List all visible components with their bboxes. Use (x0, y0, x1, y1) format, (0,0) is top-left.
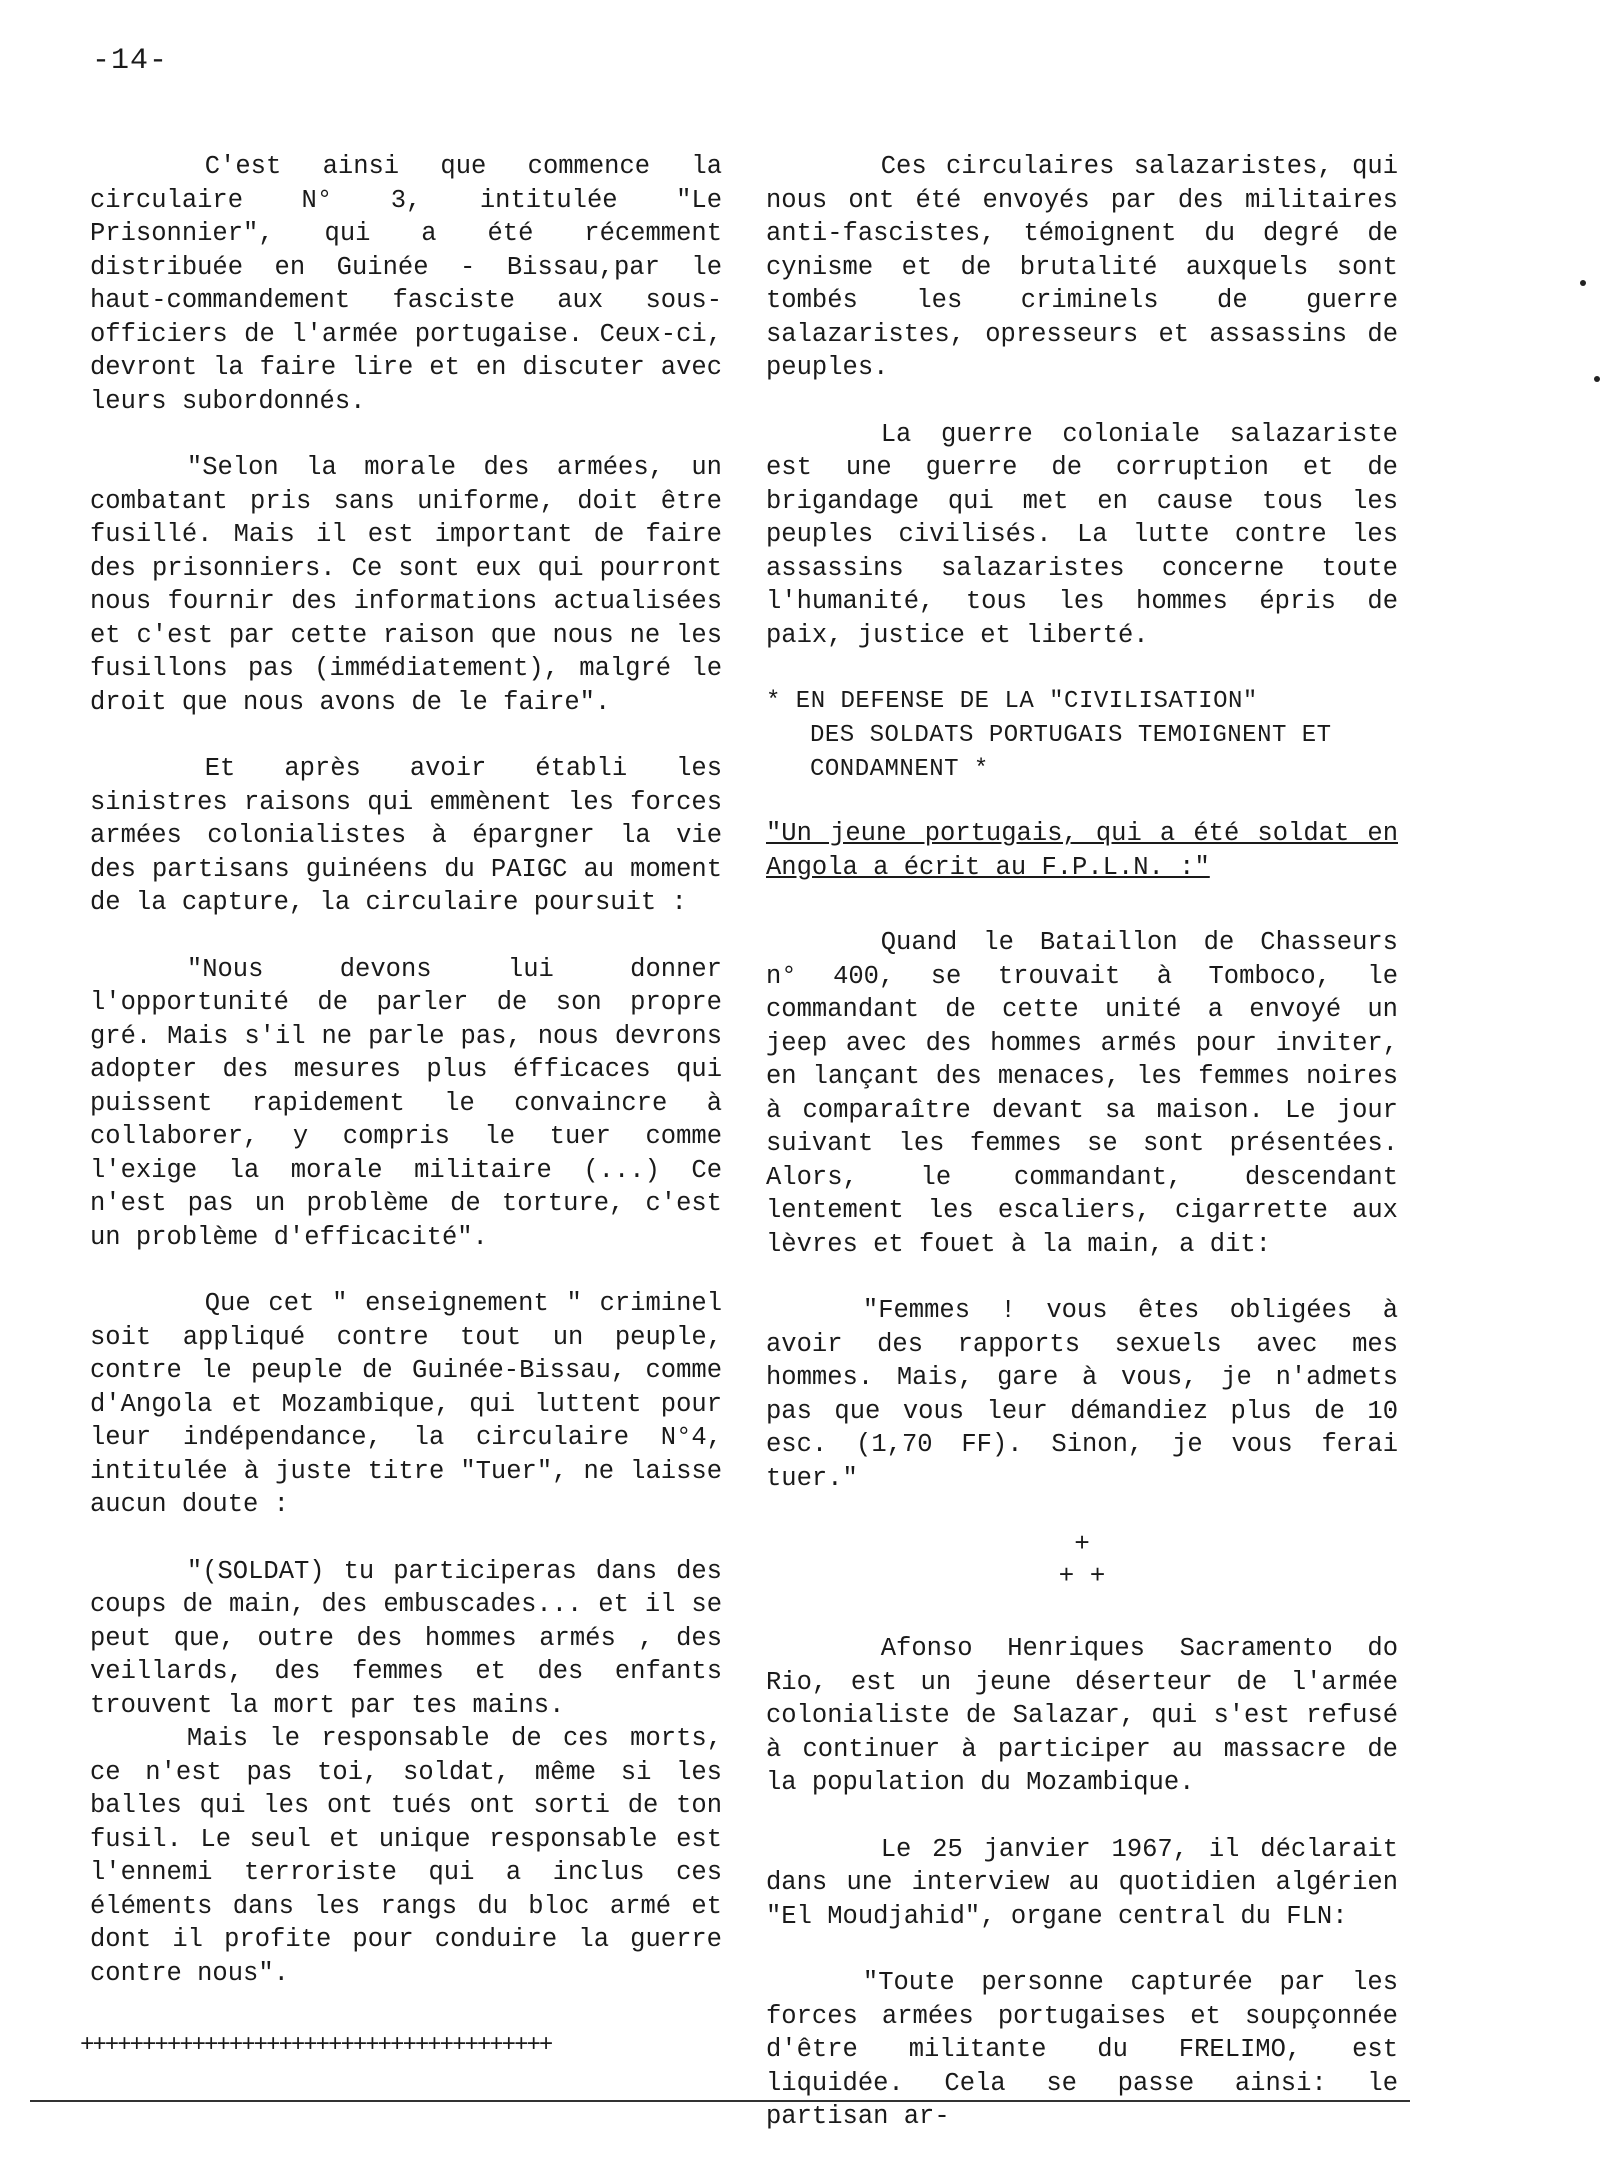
quote-responsable: Mais le responsable de ces morts, ce n'est pas toi, soldat, même si les balles qui les ont tués ont sorti de ton fusil. Le seul et unique responsable est l'ennemi terroriste qui a inclus ces éléments dans les rangs du bloc armé et dont il profite pour conduire la guerre contre nous". (90, 1724, 722, 1988)
left-column (90, 150, 722, 2023)
paragraph-afonso: Afonso Henriques Sacramento do Rio, est un jeune déserteur de l'armée colonialiste de Salazar, qui s'est refusé à continuer à participer au massacre de la population du Mozambique. (766, 1634, 1398, 1797)
cross-top: + (1074, 1529, 1090, 1559)
section-subtitle: "Un jeune portugais, qui a été soldat en Angola a écrit au F.P.L.N. :" (766, 819, 1398, 882)
quote-circular-3: "Selon la morale des armées, un combatant pris sans uniforme, doit être fusillé. Mais il est important de faire des prisonniers. Ce sont eux qui pourront nous fournir des informations actualisées et c'est par cette raison que nous ne les fusillons pas (immédiatement), malgré le droit que nous avons de le faire". (90, 453, 722, 717)
quote-femmes: "Femmes ! vous êtes obligées à avoir des rapports sexuels avec mes hommes. Mais, gare à vous, je n'admets pas que vous leur démandiez plus de 10 esc. (1,70 FF). Sinon, je vous ferai tuer." (766, 1296, 1398, 1493)
paragraph-intro: C'est ainsi que commence la circulaire N° 3, intitulée "Le Prisonnier", qui a été récemment distribuée en Guinée - Bissau,par le haut-commandement fasciste aux sous-officiers de l'armée portugaise. Ceux-ci, devront la faire lire et en discuter avec leurs subordonnés. (90, 152, 722, 416)
paragraph-sinister-reasons: Et après avoir établi les sinistres raisons qui emmènent les forces armées colonialistes à épargner la vie des partisans guinéens du PAIGC au moment de la capture, la circulaire poursuit : (90, 754, 722, 917)
quote-opportunity: "Nous devons lui donner l'opportunité de parler de son propre gré. Mais s'il ne parle pas, nous devrons adopter des mesures plus éfficaces qui puissent rapidement le convaincre à collaborer, y compris le tuer comme l'exige la morale militaire (...) Ce n'est pas un problème de torture, c'est un problème d'efficacité". (90, 954, 722, 1252)
paragraph-janvier: Le 25 janvier 1967, il déclarait dans une interview au quotidien algérien "El Moudjahid", organe central du FLN: (766, 1834, 1398, 1931)
cross-separator (766, 1528, 1398, 1592)
page-number: -14- (92, 44, 169, 78)
bottom-rule (30, 2100, 1410, 2102)
paragraph-circulaires: Ces circulaires salazaristes, qui nous ont été envoyés par des militaires anti-fascistes, témoignent du degré de cynisme et de brutalité auxquels sont tombés les criminels de guerre salazaristes, opresseurs et assassins de peuples. (766, 152, 1398, 382)
paragraph-guerre-coloniale: La guerre coloniale salazariste est une guerre de corruption et de brigandage qui met en cause tous les peuples civilisés. La lutte contre les assassins salazaristes concerne toute l'humanité, tous les hommes épris de paix, justice et liberté. (766, 419, 1398, 650)
scan-speck (1580, 280, 1586, 286)
section-heading (766, 685, 1398, 787)
heading-line: * EN DEFENSE DE LA "CIVILISATION" (766, 688, 1258, 715)
scan-speck (1594, 376, 1600, 382)
cross-bottom: + + (1058, 1561, 1106, 1591)
quote-toute-personne: "Toute personne capturée par les forces armées portugaises et soupçonnée d'être militante du FRELIMO, est liquidée. Cela se passe ainsi: le partisan ar- (766, 1968, 1398, 2131)
quote-soldat: "(SOLDAT) tu participeras dans des coups de main, des embuscades... et il se peut que, outre des hommes armés , des veillards, des femmes et des enfants trouvent la mort par tes mains. (90, 1556, 722, 1720)
plus-sign-separator: ++++++++++++++++++++++++++++++++++++++ (80, 2032, 552, 2059)
heading-line: CONDAMNENT * (810, 756, 989, 783)
paragraph-bataillon: Quand le Bataillon de Chasseurs n° 400, se trouvait à Tomboco, le commandant de cette unité a envoyé un jeep avec des hommes armés pour inviter, en lançant des menaces, les femmes noires à comparaître devant sa maison. Le jour suivant les femmes se sont présentées. Alors, le commandant, descendant lentement les escaliers, cigarrette aux lèvres et fouet à la main, a dit: (766, 928, 1398, 1259)
paragraph-circular-4: Que cet " enseignement " criminel soit appliqué contre tout un peuple, contre le peuple de Guinée-Bissau, comme d'Angola et Mozambique, qui luttent pour leur indépendance, la circulaire N°4, intitulée à juste titre "Tuer", ne laisse aucun doute : (90, 1289, 722, 1519)
right-column (766, 150, 1398, 2167)
heading-line: DES SOLDATS PORTUGAIS TEMOIGNENT ET (810, 722, 1332, 749)
